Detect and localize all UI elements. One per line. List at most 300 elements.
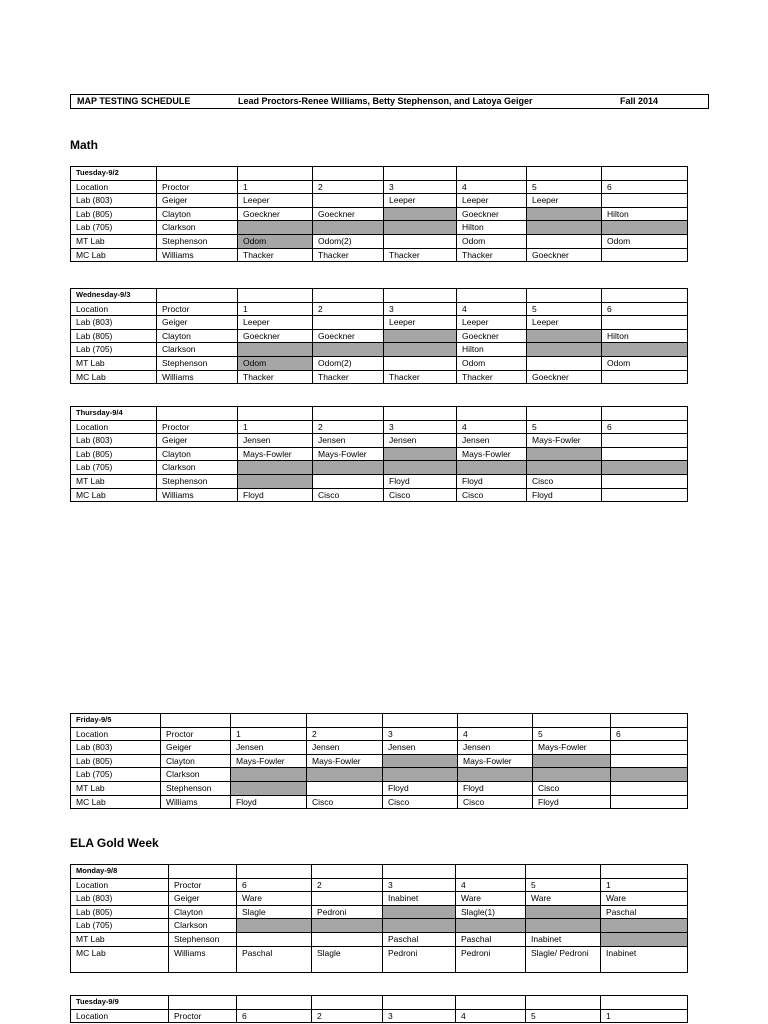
period-cell: Floyd bbox=[238, 488, 313, 502]
header-cell: Location bbox=[71, 878, 169, 892]
header-cell: Proctor bbox=[161, 727, 231, 741]
proctor-cell: Clayton bbox=[157, 447, 238, 461]
period-cell bbox=[527, 461, 602, 475]
header-cell: 4 bbox=[457, 302, 527, 316]
period-cell bbox=[313, 221, 384, 235]
proctor-cell: Geiger bbox=[157, 434, 238, 448]
location-cell: Lab (803) bbox=[71, 316, 157, 330]
table-header-row bbox=[71, 180, 688, 194]
lead-proctors: Lead Proctors-Renee Williams, Betty Stephenson, and Latoya Geiger bbox=[238, 96, 533, 106]
period-cell: Mays-Fowler bbox=[238, 447, 313, 461]
period-cell bbox=[456, 919, 526, 933]
proctor-cell: Clarkson bbox=[157, 461, 238, 475]
table-title-row bbox=[71, 996, 688, 1010]
proctor-cell: Stephenson bbox=[157, 234, 238, 248]
period-cell bbox=[602, 434, 688, 448]
period-cell bbox=[527, 221, 602, 235]
period-cell: Slagle(1) bbox=[456, 905, 526, 919]
proctor-cell: Williams bbox=[157, 248, 238, 262]
period-cell: Paschal bbox=[456, 932, 526, 946]
period-cell: Odom bbox=[457, 234, 527, 248]
period-cell: Goeckner bbox=[238, 329, 313, 343]
table-row bbox=[71, 370, 688, 384]
table-row bbox=[71, 207, 688, 221]
period-cell bbox=[383, 905, 456, 919]
header-cell: Location bbox=[71, 1009, 169, 1023]
proctor-cell: Geiger bbox=[157, 194, 238, 208]
period-cell: Cisco bbox=[383, 795, 458, 809]
period-cell: Goeckner bbox=[238, 207, 313, 221]
header-cell: 4 bbox=[457, 180, 527, 194]
header-cell: 6 bbox=[237, 1009, 312, 1023]
location-cell: Lab (805) bbox=[71, 754, 161, 768]
table-row bbox=[71, 474, 688, 488]
period-cell: Pedroni bbox=[383, 946, 456, 972]
period-cell bbox=[383, 919, 456, 933]
location-cell: MC Lab bbox=[71, 795, 161, 809]
period-cell: Thacker bbox=[457, 370, 527, 384]
location-cell: Lab (705) bbox=[71, 221, 157, 235]
period-cell: Odom(2) bbox=[313, 356, 384, 370]
proctor-cell: Geiger bbox=[169, 892, 237, 906]
header-cell: 5 bbox=[526, 878, 601, 892]
period-cell: Thacker bbox=[238, 248, 313, 262]
proctor-cell: Williams bbox=[157, 370, 238, 384]
proctor-cell: Clayton bbox=[157, 207, 238, 221]
header-cell: 5 bbox=[526, 1009, 601, 1023]
period-cell: Leeper bbox=[457, 316, 527, 330]
location-cell: Lab (705) bbox=[71, 768, 161, 782]
period-cell: Leeper bbox=[527, 194, 602, 208]
proctor-cell: Clayton bbox=[157, 329, 238, 343]
proctor-cell: Stephenson bbox=[157, 474, 238, 488]
header-cell: 5 bbox=[533, 727, 611, 741]
period-cell: Jensen bbox=[231, 741, 307, 755]
period-cell bbox=[238, 343, 313, 357]
period-cell bbox=[611, 781, 688, 795]
proctor-cell: Williams bbox=[169, 946, 237, 972]
period-cell bbox=[526, 905, 601, 919]
period-cell: Cisco bbox=[384, 488, 457, 502]
proctor-cell: Clarkson bbox=[161, 768, 231, 782]
period-cell bbox=[611, 754, 688, 768]
period-cell bbox=[527, 329, 602, 343]
table-row bbox=[71, 741, 688, 755]
day-label: Tuesday-9/9 bbox=[71, 996, 169, 1010]
period-cell: Inabinet bbox=[601, 946, 688, 972]
table-header-row bbox=[71, 1009, 688, 1023]
table-row bbox=[71, 768, 688, 782]
period-cell: Goeckner bbox=[527, 248, 602, 262]
period-cell: Floyd bbox=[383, 781, 458, 795]
header-cell: Proctor bbox=[157, 180, 238, 194]
table-row bbox=[71, 905, 688, 919]
period-cell bbox=[602, 343, 688, 357]
period-cell: Mays-Fowler bbox=[527, 434, 602, 448]
period-cell: Slagle bbox=[312, 946, 383, 972]
proctor-cell: Clayton bbox=[161, 754, 231, 768]
period-cell bbox=[602, 194, 688, 208]
table-row bbox=[71, 343, 688, 357]
period-cell: Ware bbox=[526, 892, 601, 906]
period-cell bbox=[313, 461, 384, 475]
period-cell bbox=[601, 919, 688, 933]
schedule-title: MAP TESTING SCHEDULE bbox=[77, 96, 191, 106]
period-cell: Leeper bbox=[457, 194, 527, 208]
period-cell bbox=[527, 343, 602, 357]
header-cell: 6 bbox=[237, 878, 312, 892]
header-cell: 4 bbox=[458, 727, 533, 741]
period-cell: Cisco bbox=[533, 781, 611, 795]
period-cell bbox=[383, 754, 458, 768]
period-cell bbox=[384, 343, 457, 357]
period-cell bbox=[527, 234, 602, 248]
table-row bbox=[71, 461, 688, 475]
period-cell bbox=[238, 221, 313, 235]
day-label: Tuesday-9/2 bbox=[71, 167, 157, 181]
period-cell bbox=[238, 461, 313, 475]
period-cell bbox=[307, 781, 383, 795]
header-cell: 5 bbox=[527, 302, 602, 316]
header-cell: 5 bbox=[527, 420, 602, 434]
schedule-table bbox=[70, 713, 688, 809]
proctor-cell: Williams bbox=[157, 488, 238, 502]
period-cell: Thacker bbox=[313, 370, 384, 384]
period-cell: Floyd bbox=[384, 474, 457, 488]
period-cell: Floyd bbox=[457, 474, 527, 488]
period-cell: Cisco bbox=[313, 488, 384, 502]
period-cell bbox=[313, 194, 384, 208]
proctor-cell: Williams bbox=[161, 795, 231, 809]
proctor-cell: Stephenson bbox=[169, 932, 237, 946]
header-cell: 3 bbox=[383, 727, 458, 741]
location-cell: Lab (705) bbox=[71, 343, 157, 357]
proctor-cell: Geiger bbox=[157, 316, 238, 330]
location-cell: MT Lab bbox=[71, 356, 157, 370]
table-row bbox=[71, 434, 688, 448]
period-cell: Odom bbox=[238, 234, 313, 248]
location-cell: Lab (803) bbox=[71, 194, 157, 208]
period-cell: Mays-Fowler bbox=[457, 447, 527, 461]
location-cell: Lab (803) bbox=[71, 434, 157, 448]
table-row bbox=[71, 194, 688, 208]
table-header-row bbox=[71, 878, 688, 892]
table-row bbox=[71, 248, 688, 262]
table-row bbox=[71, 488, 688, 502]
schedule-table bbox=[70, 288, 688, 384]
period-cell bbox=[527, 356, 602, 370]
period-cell bbox=[383, 768, 458, 782]
period-cell bbox=[533, 754, 611, 768]
period-cell bbox=[231, 781, 307, 795]
period-cell: Floyd bbox=[527, 488, 602, 502]
header-cell: 3 bbox=[383, 878, 456, 892]
period-cell: Paschal bbox=[383, 932, 456, 946]
period-cell: Mays-Fowler bbox=[533, 741, 611, 755]
period-cell: Pedroni bbox=[456, 946, 526, 972]
table-title-row bbox=[71, 714, 688, 728]
period-cell: Thacker bbox=[238, 370, 313, 384]
table-row bbox=[71, 329, 688, 343]
period-cell bbox=[602, 461, 688, 475]
proctor-cell: Clarkson bbox=[169, 919, 237, 933]
header-cell: 5 bbox=[527, 180, 602, 194]
period-cell: Cisco bbox=[307, 795, 383, 809]
period-cell: Ware bbox=[601, 892, 688, 906]
table-title-row bbox=[71, 865, 688, 879]
period-cell: Odom bbox=[602, 356, 688, 370]
location-cell: MC Lab bbox=[71, 370, 157, 384]
period-cell: Odom(2) bbox=[313, 234, 384, 248]
period-cell: Hilton bbox=[602, 329, 688, 343]
section-title-ela: ELA Gold Week bbox=[70, 836, 159, 850]
period-cell: Goeckner bbox=[527, 370, 602, 384]
period-cell: Paschal bbox=[601, 905, 688, 919]
header-cell: 6 bbox=[602, 180, 688, 194]
table-row bbox=[71, 946, 688, 972]
period-cell: Ware bbox=[456, 892, 526, 906]
header-cell: 1 bbox=[601, 1009, 688, 1023]
period-cell bbox=[602, 316, 688, 330]
table-row bbox=[71, 795, 688, 809]
header-cell: 1 bbox=[601, 878, 688, 892]
table-title-row bbox=[71, 289, 688, 303]
term-label: Fall 2014 bbox=[620, 96, 659, 106]
period-cell: Leeper bbox=[238, 194, 313, 208]
proctor-cell: Clarkson bbox=[157, 343, 238, 357]
period-cell: Thacker bbox=[384, 370, 457, 384]
table-row bbox=[71, 316, 688, 330]
period-cell: Goeckner bbox=[457, 207, 527, 221]
day-label: Thursday-9/4 bbox=[71, 407, 157, 421]
period-cell bbox=[527, 447, 602, 461]
section-title-math: Math bbox=[70, 138, 98, 152]
period-cell bbox=[312, 919, 383, 933]
period-cell: Inabinet bbox=[383, 892, 456, 906]
period-cell: Paschal bbox=[237, 946, 312, 972]
period-cell bbox=[384, 447, 457, 461]
period-cell bbox=[313, 343, 384, 357]
period-cell: Jensen bbox=[238, 434, 313, 448]
period-cell bbox=[602, 370, 688, 384]
header-cell: Location bbox=[71, 302, 157, 316]
header-cell: 3 bbox=[384, 420, 457, 434]
period-cell: Jensen bbox=[384, 434, 457, 448]
header-cell: 2 bbox=[312, 1009, 383, 1023]
header-cell: 3 bbox=[384, 302, 457, 316]
period-cell bbox=[384, 329, 457, 343]
location-cell: Lab (803) bbox=[71, 892, 169, 906]
period-cell bbox=[312, 932, 383, 946]
period-cell bbox=[602, 474, 688, 488]
proctor-cell: Clayton bbox=[169, 905, 237, 919]
location-cell: Lab (705) bbox=[71, 461, 157, 475]
table-title-row bbox=[71, 167, 688, 181]
period-cell: Floyd bbox=[458, 781, 533, 795]
period-cell bbox=[611, 768, 688, 782]
period-cell: Cisco bbox=[457, 488, 527, 502]
period-cell bbox=[526, 919, 601, 933]
table-row bbox=[71, 221, 688, 235]
proctor-cell: Stephenson bbox=[161, 781, 231, 795]
header-cell: 1 bbox=[231, 727, 307, 741]
period-cell bbox=[384, 234, 457, 248]
header-cell: 2 bbox=[313, 180, 384, 194]
period-cell bbox=[312, 892, 383, 906]
location-cell: MT Lab bbox=[71, 474, 157, 488]
header-cell: 1 bbox=[238, 420, 313, 434]
location-cell: MC Lab bbox=[71, 488, 157, 502]
schedule-header bbox=[70, 94, 709, 109]
header-cell: Proctor bbox=[169, 1009, 237, 1023]
period-cell: Hilton bbox=[457, 343, 527, 357]
period-cell bbox=[533, 768, 611, 782]
period-cell: Leeper bbox=[527, 316, 602, 330]
header-cell: Location bbox=[71, 420, 157, 434]
header-cell: 1 bbox=[238, 180, 313, 194]
period-cell: Hilton bbox=[602, 207, 688, 221]
period-cell: Ware bbox=[237, 892, 312, 906]
proctor-cell: Geiger bbox=[161, 741, 231, 755]
table-row bbox=[71, 919, 688, 933]
location-cell: Lab (805) bbox=[71, 329, 157, 343]
header-cell: Location bbox=[71, 180, 157, 194]
period-cell: Mays-Fowler bbox=[313, 447, 384, 461]
header-cell: Proctor bbox=[157, 302, 238, 316]
header-cell: 2 bbox=[312, 878, 383, 892]
period-cell bbox=[602, 488, 688, 502]
header-cell: Proctor bbox=[157, 420, 238, 434]
header-cell: 6 bbox=[611, 727, 688, 741]
period-cell: Slagle/ Pedroni bbox=[526, 946, 601, 972]
period-cell bbox=[384, 221, 457, 235]
period-cell bbox=[602, 447, 688, 461]
table-title-row bbox=[71, 407, 688, 421]
schedule-table bbox=[70, 166, 688, 262]
day-label: Friday-9/5 bbox=[71, 714, 161, 728]
location-cell: Lab (805) bbox=[71, 447, 157, 461]
table-header-row bbox=[71, 727, 688, 741]
day-label: Wednesday-9/3 bbox=[71, 289, 157, 303]
period-cell: Odom bbox=[238, 356, 313, 370]
header-cell: 2 bbox=[313, 302, 384, 316]
location-cell: Lab (805) bbox=[71, 905, 169, 919]
period-cell: Leeper bbox=[384, 194, 457, 208]
period-cell: Thacker bbox=[384, 248, 457, 262]
proctor-cell: Clarkson bbox=[157, 221, 238, 235]
period-cell: Inabinet bbox=[526, 932, 601, 946]
period-cell bbox=[231, 768, 307, 782]
period-cell: Jensen bbox=[458, 741, 533, 755]
table-header-row bbox=[71, 420, 688, 434]
location-cell: MT Lab bbox=[71, 932, 169, 946]
period-cell: Jensen bbox=[307, 741, 383, 755]
period-cell: Jensen bbox=[383, 741, 458, 755]
table-row bbox=[71, 932, 688, 946]
period-cell: Goeckner bbox=[457, 329, 527, 343]
period-cell bbox=[611, 795, 688, 809]
period-cell bbox=[384, 356, 457, 370]
period-cell: Mays-Fowler bbox=[231, 754, 307, 768]
period-cell: Leeper bbox=[384, 316, 457, 330]
period-cell bbox=[384, 207, 457, 221]
period-cell bbox=[313, 316, 384, 330]
period-cell: Leeper bbox=[238, 316, 313, 330]
period-cell bbox=[527, 207, 602, 221]
period-cell bbox=[457, 461, 527, 475]
period-cell bbox=[384, 461, 457, 475]
table-header-row bbox=[71, 302, 688, 316]
period-cell bbox=[307, 768, 383, 782]
location-cell: Lab (705) bbox=[71, 919, 169, 933]
location-cell: MC Lab bbox=[71, 946, 169, 972]
location-cell: MT Lab bbox=[71, 234, 157, 248]
period-cell: Mays-Fowler bbox=[458, 754, 533, 768]
period-cell bbox=[611, 741, 688, 755]
table-row bbox=[71, 781, 688, 795]
period-cell: Slagle bbox=[237, 905, 312, 919]
period-cell bbox=[238, 474, 313, 488]
table-row bbox=[71, 447, 688, 461]
period-cell bbox=[237, 932, 312, 946]
period-cell: Cisco bbox=[527, 474, 602, 488]
table-row bbox=[71, 892, 688, 906]
period-cell: Goeckner bbox=[313, 329, 384, 343]
header-cell: 6 bbox=[602, 420, 688, 434]
period-cell: Jensen bbox=[313, 434, 384, 448]
header-cell: 3 bbox=[383, 1009, 456, 1023]
location-cell: Lab (803) bbox=[71, 741, 161, 755]
header-cell: Location bbox=[71, 727, 161, 741]
period-cell bbox=[601, 932, 688, 946]
header-cell: Proctor bbox=[169, 878, 237, 892]
period-cell: Hilton bbox=[457, 221, 527, 235]
period-cell: Cisco bbox=[458, 795, 533, 809]
period-cell: Floyd bbox=[231, 795, 307, 809]
period-cell bbox=[313, 474, 384, 488]
table-row bbox=[71, 234, 688, 248]
period-cell: Thacker bbox=[313, 248, 384, 262]
period-cell: Floyd bbox=[533, 795, 611, 809]
schedule-table bbox=[70, 864, 688, 973]
schedule-table bbox=[70, 995, 688, 1023]
location-cell: MC Lab bbox=[71, 248, 157, 262]
schedule-table bbox=[70, 406, 688, 502]
period-cell: Thacker bbox=[457, 248, 527, 262]
header-cell: 4 bbox=[456, 878, 526, 892]
period-cell bbox=[602, 248, 688, 262]
table-row bbox=[71, 356, 688, 370]
header-cell: 6 bbox=[602, 302, 688, 316]
period-cell: Jensen bbox=[457, 434, 527, 448]
period-cell: Goeckner bbox=[313, 207, 384, 221]
header-cell: 2 bbox=[307, 727, 383, 741]
period-cell bbox=[237, 919, 312, 933]
header-cell: 1 bbox=[238, 302, 313, 316]
period-cell: Mays-Fowler bbox=[307, 754, 383, 768]
period-cell: Odom bbox=[457, 356, 527, 370]
proctor-cell: Stephenson bbox=[157, 356, 238, 370]
header-cell: 3 bbox=[384, 180, 457, 194]
location-cell: MT Lab bbox=[71, 781, 161, 795]
day-label: Monday-9/8 bbox=[71, 865, 169, 879]
header-cell: 4 bbox=[457, 420, 527, 434]
header-cell: 2 bbox=[313, 420, 384, 434]
period-cell: Pedroni bbox=[312, 905, 383, 919]
period-cell bbox=[458, 768, 533, 782]
period-cell bbox=[602, 221, 688, 235]
header-cell: 4 bbox=[456, 1009, 526, 1023]
